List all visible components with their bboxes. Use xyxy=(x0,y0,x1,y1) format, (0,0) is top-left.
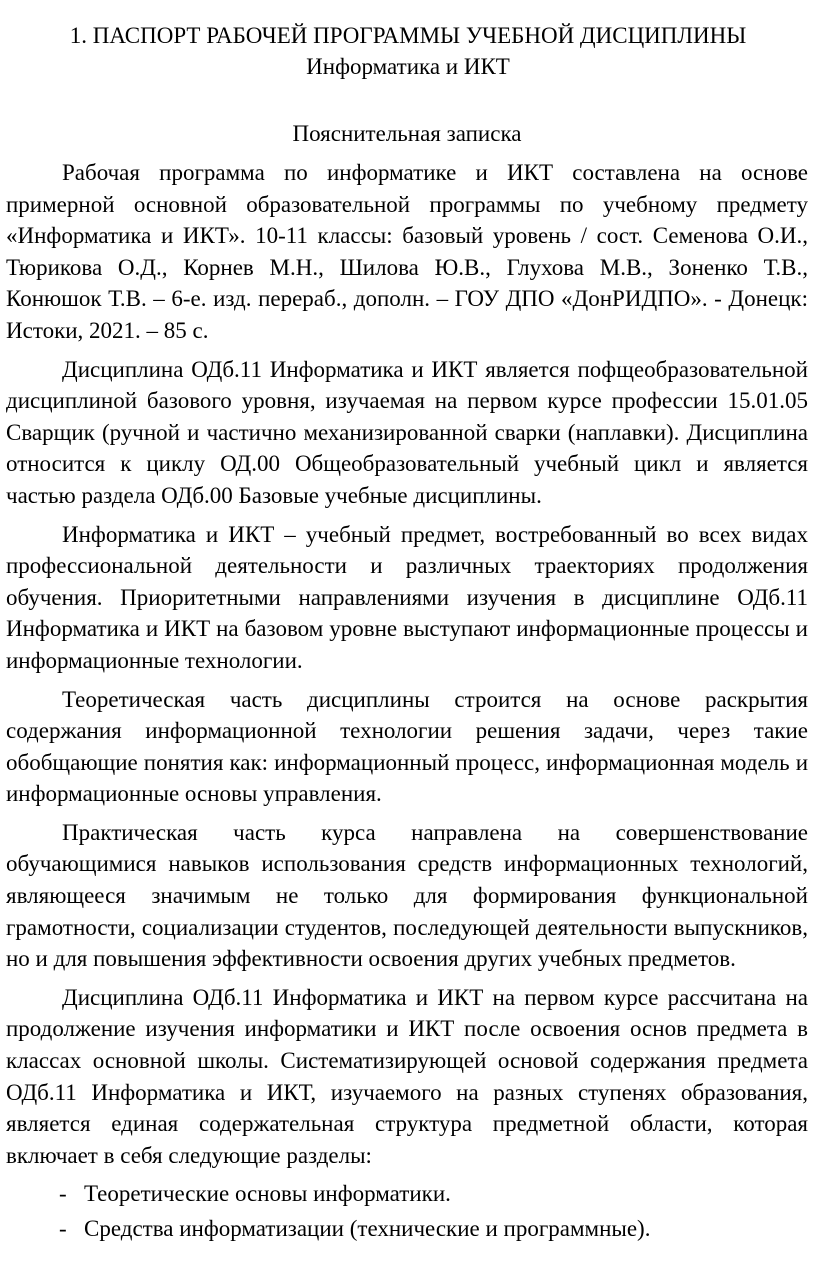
paragraph-course-structure: Дисциплина ОДб.11 Информатика и ИКТ на первом курсе рассчитана на продолжение изучения информатики и ИКТ после освоения основ предмета в классах основной школы. Систематизирующей основой содержания предмета ОДб.11 Информатика и ИКТ, изучаемого на разных ступенях образования, является единая содержательная структура предметной области, которая включает в себя следующие разделы: xyxy=(6,984,808,1168)
list-marker: - xyxy=(59,1216,67,1241)
list-item-text: Теоретические основы информатики. xyxy=(84,1181,451,1207)
list-item-text: Средства информатизации (технические и программные). xyxy=(84,1216,651,1241)
list-item xyxy=(6,1178,808,1210)
explanatory-note-title: Пояснительная записка xyxy=(292,121,522,146)
list-item xyxy=(6,1213,808,1245)
list-marker: - xyxy=(59,1181,67,1207)
paragraph-program-basis: Рабочая программа по информатике и ИКТ составлена на основе примерной основной образовательной программы по учебному предмету «Информатика и ИКТ». 10-11 классы: базовый уровень / сост. Семенова О.И., Тюрикова О.Д., Корнев М.Н., Шилова Ю.В., Глухова М.В., Зоненко Т.В., Конюшок Т.В. – 6-е. изд. перераб., дополн. – ГОУ ДПО «ДонРИДПО». - Донецк: Истоки, 2021. – 85 с. xyxy=(6,160,808,343)
sections-list xyxy=(6,1178,808,1244)
paragraph-theoretical-part: Теоретическая часть дисциплины строится на основе раскрытия содержания информационной технологии решения задачи, через такие обобщающие понятия как: информационный процесс, информационная модель и информационные основы управления. xyxy=(6,686,808,807)
paragraph-subject-role: Информатика и ИКТ – учебный предмет, востребованный во всех видах профессиональной деятельности и различных траекториях продолжения обучения. Приоритетными направлениями изучения в дисциплине ОДб.11 Информатика и ИКТ на базовом уровне выступают информационные процессы и информационные технологии. xyxy=(6,521,808,673)
discipline-subtitle: Информатика и ИКТ xyxy=(306,54,510,79)
document-body xyxy=(6,121,808,1248)
paragraph-discipline-status: Дисциплина ОДб.11 Информатика и ИКТ является пофщеобразовательной дисциплиной базового уровня, изучаемая на первом курсе профессии 15.01.05 Сварщик (ручной и частично механизированной сварки (наплавки). Дисциплина относится к циклу ОД.00 Общеобразовательный учебный цикл и является частью раздела ОДб.00 Базовые учебные дисциплины. xyxy=(6,356,808,508)
paragraph-practical-part: Практическая часть курса направлена на совершенствование обучающимися навыков использования средств информационных технологий, являющееся значимым не только для формирования функциональной грамотности, социализации студентов, последующей деятельности выпускников, но и для повышения эффективности освоения других учебных предметов. xyxy=(6,819,808,972)
page-title: 1. ПАСПОРТ РАБОЧЕЙ ПРОГРАММЫ УЧЕБНОЙ ДИСЦИПЛИНЫ xyxy=(69,23,747,48)
